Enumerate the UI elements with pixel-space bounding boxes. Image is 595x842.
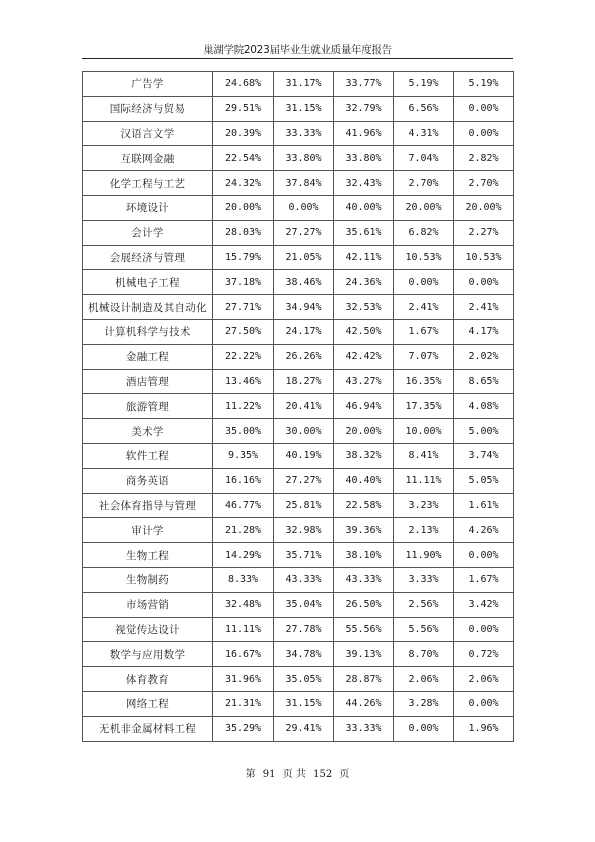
percentage-cell: 42.11% (334, 245, 394, 270)
percentage-cell: 2.13% (394, 518, 454, 543)
percentage-cell: 33.77% (334, 72, 394, 97)
percentage-cell: 25.81% (274, 493, 334, 518)
percentage-cell: 31.15% (274, 96, 334, 121)
percentage-cell: 27.27% (274, 468, 334, 493)
percentage-cell: 0.00% (454, 543, 514, 568)
percentage-cell: 33.33% (274, 121, 334, 146)
percentage-cell: 27.78% (274, 617, 334, 642)
table-row (83, 344, 514, 369)
table-row (83, 518, 514, 543)
percentage-cell: 28.87% (334, 667, 394, 692)
table-row (83, 319, 514, 344)
percentage-cell: 43.33% (274, 567, 334, 592)
percentage-cell: 4.26% (454, 518, 514, 543)
page-footer (0, 765, 595, 780)
percentage-cell: 2.27% (454, 220, 514, 245)
major-name-cell: 软件工程 (83, 443, 213, 468)
table-row (83, 592, 514, 617)
percentage-cell: 0.72% (454, 642, 514, 667)
percentage-cell: 35.04% (274, 592, 334, 617)
percentage-cell: 44.26% (334, 691, 394, 716)
major-name-cell: 汉语言文学 (83, 121, 213, 146)
major-name-cell: 数学与应用数学 (83, 642, 213, 667)
percentage-cell: 0.00% (454, 691, 514, 716)
table-row (83, 72, 514, 97)
table-row (83, 691, 514, 716)
percentage-cell: 2.06% (394, 667, 454, 692)
major-name-cell: 体育教育 (83, 667, 213, 692)
percentage-cell: 2.02% (454, 344, 514, 369)
percentage-cell: 32.79% (334, 96, 394, 121)
percentage-cell: 17.35% (394, 394, 454, 419)
percentage-cell: 46.77% (213, 493, 274, 518)
table-row (83, 146, 514, 171)
major-name-cell: 机械电子工程 (83, 270, 213, 295)
percentage-cell: 27.27% (274, 220, 334, 245)
percentage-cell: 10.53% (454, 245, 514, 270)
table-row (83, 96, 514, 121)
percentage-cell: 24.32% (213, 171, 274, 196)
percentage-cell: 37.84% (274, 171, 334, 196)
percentage-cell: 32.53% (334, 295, 394, 320)
percentage-cell: 21.28% (213, 518, 274, 543)
table-row (83, 468, 514, 493)
percentage-cell: 2.82% (454, 146, 514, 171)
percentage-cell: 21.05% (274, 245, 334, 270)
percentage-cell: 3.74% (454, 443, 514, 468)
percentage-cell: 5.05% (454, 468, 514, 493)
percentage-cell: 2.41% (454, 295, 514, 320)
percentage-cell: 11.90% (394, 543, 454, 568)
percentage-cell: 29.51% (213, 96, 274, 121)
percentage-cell: 6.82% (394, 220, 454, 245)
percentage-cell: 28.03% (213, 220, 274, 245)
percentage-cell: 16.16% (213, 468, 274, 493)
major-name-cell: 生物工程 (83, 543, 213, 568)
major-name-cell: 无机非金属材料工程 (83, 716, 213, 741)
percentage-cell: 1.61% (454, 493, 514, 518)
percentage-cell: 33.80% (334, 146, 394, 171)
percentage-cell: 32.48% (213, 592, 274, 617)
percentage-cell: 40.19% (274, 443, 334, 468)
footer-prefix: 第 (245, 769, 256, 780)
major-name-cell: 视觉传达设计 (83, 617, 213, 642)
major-name-cell: 生物制药 (83, 567, 213, 592)
table-row (83, 419, 514, 444)
percentage-cell: 3.23% (394, 493, 454, 518)
major-name-cell: 商务英语 (83, 468, 213, 493)
percentage-cell: 15.79% (213, 245, 274, 270)
major-name-cell: 市场营销 (83, 592, 213, 617)
major-name-cell: 金融工程 (83, 344, 213, 369)
table-row (83, 245, 514, 270)
percentage-cell: 38.32% (334, 443, 394, 468)
percentage-cell: 4.08% (454, 394, 514, 419)
major-name-cell: 美术学 (83, 419, 213, 444)
table-row (83, 567, 514, 592)
major-name-cell: 酒店管理 (83, 369, 213, 394)
percentage-cell: 35.71% (274, 543, 334, 568)
percentage-cell: 39.13% (334, 642, 394, 667)
percentage-cell: 11.22% (213, 394, 274, 419)
table-row (83, 716, 514, 741)
major-name-cell: 环境设计 (83, 195, 213, 220)
percentage-cell: 8.41% (394, 443, 454, 468)
percentage-cell: 35.05% (274, 667, 334, 692)
percentage-cell: 0.00% (394, 716, 454, 741)
major-name-cell: 广告学 (83, 72, 213, 97)
percentage-cell: 0.00% (454, 617, 514, 642)
table-row (83, 121, 514, 146)
table-row (83, 617, 514, 642)
footer-suffix: 页 (339, 769, 350, 780)
percentage-cell: 40.40% (334, 468, 394, 493)
percentage-cell: 1.67% (394, 319, 454, 344)
percentage-cell: 32.43% (334, 171, 394, 196)
table-row (83, 443, 514, 468)
percentage-cell: 24.68% (213, 72, 274, 97)
page-header-title: 巢湖学院2023届毕业生就业质量年度报告 (203, 44, 392, 56)
major-name-cell: 网络工程 (83, 691, 213, 716)
percentage-cell: 20.41% (274, 394, 334, 419)
percentage-cell: 39.36% (334, 518, 394, 543)
percentage-cell: 8.65% (454, 369, 514, 394)
percentage-cell: 8.33% (213, 567, 274, 592)
percentage-cell: 26.26% (274, 344, 334, 369)
table-row (83, 195, 514, 220)
percentage-cell: 2.56% (394, 592, 454, 617)
percentage-cell: 5.00% (454, 419, 514, 444)
percentage-cell: 24.17% (274, 319, 334, 344)
major-name-cell: 机械设计制造及其自动化 (83, 295, 213, 320)
table-row (83, 220, 514, 245)
percentage-cell: 2.06% (454, 667, 514, 692)
percentage-cell: 46.94% (334, 394, 394, 419)
percentage-cell: 43.27% (334, 369, 394, 394)
percentage-cell: 22.22% (213, 344, 274, 369)
table-body (83, 72, 514, 742)
percentage-cell: 20.00% (454, 195, 514, 220)
percentage-cell: 20.00% (394, 195, 454, 220)
percentage-cell: 8.70% (394, 642, 454, 667)
percentage-cell: 35.29% (213, 716, 274, 741)
percentage-cell: 32.98% (274, 518, 334, 543)
header-divider (82, 58, 513, 59)
table-row (83, 394, 514, 419)
percentage-cell: 14.29% (213, 543, 274, 568)
major-name-cell: 化学工程与工艺 (83, 171, 213, 196)
percentage-cell: 20.00% (213, 195, 274, 220)
percentage-cell: 30.00% (274, 419, 334, 444)
percentage-cell: 11.11% (213, 617, 274, 642)
percentage-cell: 10.53% (394, 245, 454, 270)
percentage-cell: 22.58% (334, 493, 394, 518)
percentage-cell: 31.15% (274, 691, 334, 716)
percentage-cell: 38.46% (274, 270, 334, 295)
percentage-cell: 35.00% (213, 419, 274, 444)
percentage-cell: 5.19% (454, 72, 514, 97)
page-number: 91 (262, 769, 276, 780)
percentage-cell: 20.39% (213, 121, 274, 146)
major-name-cell: 会计学 (83, 220, 213, 245)
percentage-cell: 34.94% (274, 295, 334, 320)
percentage-cell: 55.56% (334, 617, 394, 642)
percentage-cell: 11.11% (394, 468, 454, 493)
percentage-cell: 5.19% (394, 72, 454, 97)
percentage-cell: 31.17% (274, 72, 334, 97)
percentage-cell: 0.00% (394, 270, 454, 295)
percentage-cell: 22.54% (213, 146, 274, 171)
percentage-cell: 21.31% (213, 691, 274, 716)
employment-satisfaction-table (82, 71, 514, 742)
percentage-cell: 0.00% (274, 195, 334, 220)
table-row (83, 493, 514, 518)
percentage-cell: 13.46% (213, 369, 274, 394)
footer-middle: 页 共 (282, 769, 306, 780)
table-row (83, 667, 514, 692)
percentage-cell: 0.00% (454, 270, 514, 295)
percentage-cell: 2.70% (394, 171, 454, 196)
percentage-cell: 29.41% (274, 716, 334, 741)
percentage-cell: 27.71% (213, 295, 274, 320)
table-row (83, 295, 514, 320)
table-row (83, 642, 514, 667)
percentage-cell: 7.07% (394, 344, 454, 369)
percentage-cell: 1.96% (454, 716, 514, 741)
percentage-cell: 33.80% (274, 146, 334, 171)
percentage-cell: 41.96% (334, 121, 394, 146)
major-name-cell: 旅游管理 (83, 394, 213, 419)
percentage-cell: 0.00% (454, 121, 514, 146)
percentage-cell: 3.42% (454, 592, 514, 617)
major-name-cell: 会展经济与管理 (83, 245, 213, 270)
major-name-cell: 社会体育指导与管理 (83, 493, 213, 518)
table-row (83, 369, 514, 394)
percentage-cell: 33.33% (334, 716, 394, 741)
percentage-cell: 3.33% (394, 567, 454, 592)
percentage-cell: 6.56% (394, 96, 454, 121)
major-name-cell: 审计学 (83, 518, 213, 543)
percentage-cell: 40.00% (334, 195, 394, 220)
major-name-cell: 计算机科学与技术 (83, 319, 213, 344)
percentage-cell: 16.35% (394, 369, 454, 394)
percentage-cell: 42.50% (334, 319, 394, 344)
percentage-cell: 7.04% (394, 146, 454, 171)
percentage-cell: 42.42% (334, 344, 394, 369)
percentage-cell: 16.67% (213, 642, 274, 667)
percentage-cell: 35.61% (334, 220, 394, 245)
percentage-cell: 37.18% (213, 270, 274, 295)
total-pages: 152 (313, 769, 333, 780)
percentage-cell: 2.41% (394, 295, 454, 320)
percentage-cell: 27.50% (213, 319, 274, 344)
percentage-cell: 43.33% (334, 567, 394, 592)
percentage-cell: 20.00% (334, 419, 394, 444)
percentage-cell: 1.67% (454, 567, 514, 592)
major-name-cell: 国际经济与贸易 (83, 96, 213, 121)
percentage-cell: 5.56% (394, 617, 454, 642)
table-row (83, 543, 514, 568)
percentage-cell: 3.28% (394, 691, 454, 716)
percentage-cell: 9.35% (213, 443, 274, 468)
table-row (83, 270, 514, 295)
percentage-cell: 31.96% (213, 667, 274, 692)
percentage-cell: 24.36% (334, 270, 394, 295)
percentage-cell: 4.31% (394, 121, 454, 146)
percentage-cell: 18.27% (274, 369, 334, 394)
percentage-cell: 38.10% (334, 543, 394, 568)
percentage-cell: 4.17% (454, 319, 514, 344)
percentage-cell: 2.70% (454, 171, 514, 196)
percentage-cell: 26.50% (334, 592, 394, 617)
percentage-cell: 34.78% (274, 642, 334, 667)
percentage-cell: 10.00% (394, 419, 454, 444)
table-row (83, 171, 514, 196)
percentage-cell: 0.00% (454, 96, 514, 121)
major-name-cell: 互联网金融 (83, 146, 213, 171)
